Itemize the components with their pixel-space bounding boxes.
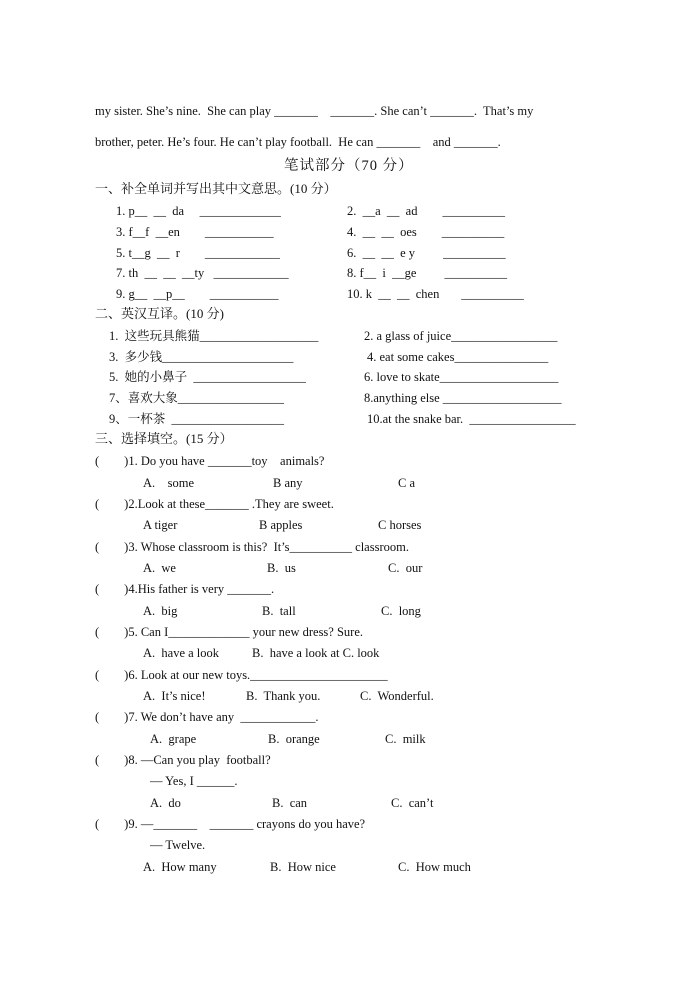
option: B apples <box>259 518 303 532</box>
option: C a <box>398 476 416 490</box>
word-item: 9. g__ __p__ ___________ <box>116 287 279 301</box>
option: A. have a look <box>143 646 220 660</box>
translation-item: 10.at the snake bar. _________________ <box>367 412 576 426</box>
question: ( )9. —_______ _______ crayons do you have? <box>95 817 366 831</box>
option: A. It’s nice! <box>143 689 206 703</box>
word-item: 2. __a __ ad __________ <box>347 204 505 218</box>
word-item: 6. __ __ e y __________ <box>347 246 506 260</box>
translation-item: 3. 多少钱_____________________ <box>109 350 294 364</box>
question: ( )7. We don’t have any ____________. <box>95 710 319 724</box>
word-item: 10. k __ __ chen __________ <box>347 287 524 301</box>
section2-heading: 二、英汉互译。(10 分) <box>95 306 224 321</box>
question: ( )1. Do you have _______toy animals? <box>95 454 325 468</box>
translation-item: 5. 她的小鼻子 __________________ <box>109 370 306 384</box>
option: A tiger <box>143 518 178 532</box>
word-item: 7. th __ __ __ty ____________ <box>116 266 289 280</box>
question: ( )4.His father is very _______. <box>95 582 275 596</box>
section1-heading: 一、补全单词并写出其中文意思。(10 分） <box>95 181 337 196</box>
word-item: 8. f__ i __ge __________ <box>347 266 508 280</box>
option: C. Wonderful. <box>360 689 434 703</box>
question: ( )2.Look at these_______ .They are sweet. <box>95 497 334 511</box>
option: A. we <box>143 561 176 575</box>
option: C. How much <box>398 860 471 874</box>
word-item: 5. t__g __ r ____________ <box>116 246 280 260</box>
word-item: 4. __ __ oes __________ <box>347 225 505 239</box>
written-section-title: 笔试部分（70 分） <box>284 158 414 174</box>
translation-item: 8.anything else ___________________ <box>364 391 562 405</box>
option: B. orange <box>268 732 320 746</box>
option: C. can’t <box>391 796 434 810</box>
option: A. some <box>143 476 195 490</box>
translation-item: 2. a glass of juice_________________ <box>364 329 558 343</box>
option: A. grape <box>150 732 197 746</box>
option: B. tall <box>262 604 296 618</box>
option: B. have a look at C. look <box>252 646 380 660</box>
option: B any <box>273 476 303 490</box>
translation-item: 7、喜欢大象_________________ <box>109 391 285 405</box>
option: B. How nice <box>270 860 336 874</box>
option: A. do <box>150 796 181 810</box>
intro-line-2: brother, peter. He’s four. He can’t play football. He can _______ and _______. <box>95 135 501 149</box>
word-item: 3. f__f __en ___________ <box>116 225 274 239</box>
section3-heading: 三、选择填空。(15 分） <box>95 431 233 446</box>
answer-line: — Twelve. <box>150 838 206 852</box>
question: ( )8. —Can you play football? <box>95 753 271 767</box>
word-item: 1. p__ __ da _____________ <box>116 204 281 218</box>
translation-item: 6. love to skate___________________ <box>364 370 559 384</box>
option: C. our <box>388 561 423 575</box>
translation-item: 4. eat some cakes_______________ <box>367 350 549 364</box>
option: C. milk <box>385 732 426 746</box>
option: B. us <box>267 561 296 575</box>
option: A. big <box>143 604 178 618</box>
intro-line-1: my sister. She’s nine. She can play _______ _______. She can’t _______. That’s my <box>95 104 534 118</box>
option: B. can <box>272 796 308 810</box>
option: C. long <box>381 604 421 618</box>
option: A. How many <box>143 860 217 874</box>
answer-line: — Yes, I ______. <box>150 774 238 788</box>
question: ( )3. Whose classroom is this? It’s__________ classroom. <box>95 540 409 554</box>
option: B. Thank you. <box>246 689 321 703</box>
question: ( )6. Look at our new toys.______________________ <box>95 668 388 682</box>
question: ( )5. Can I_____________ your new dress? Sure. <box>95 625 364 639</box>
translation-item: 1. 这些玩具熊猫___________________ <box>109 329 319 343</box>
translation-item: 9、一杯茶 __________________ <box>109 412 285 426</box>
option: C horses <box>378 518 422 532</box>
